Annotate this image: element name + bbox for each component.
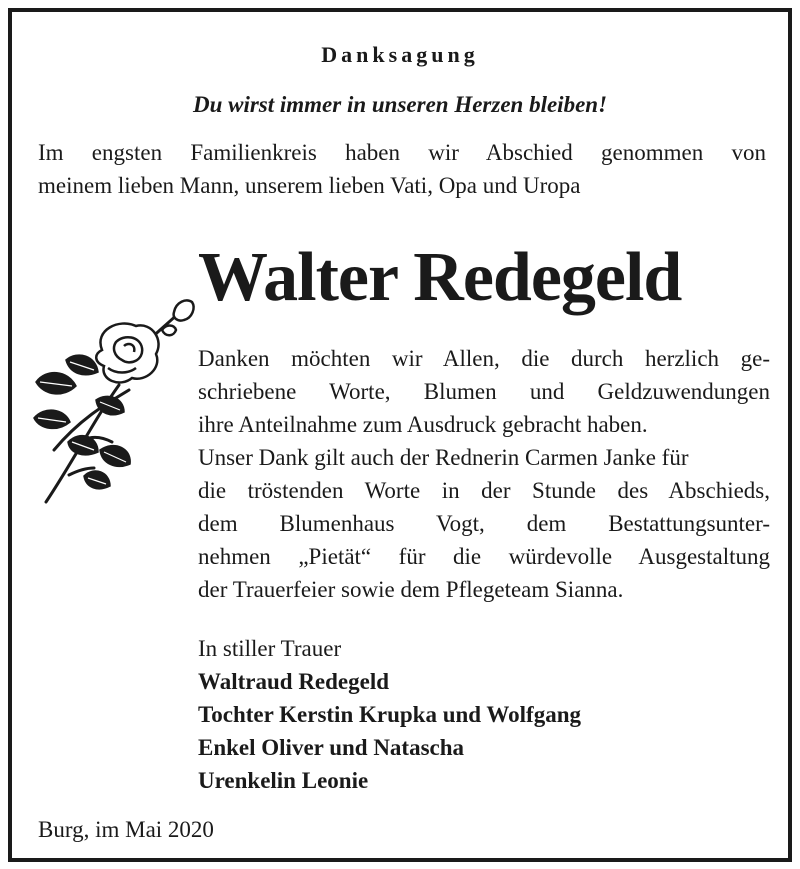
motto: Du wirst immer in unseren Herzen bleiben!: [192, 92, 608, 117]
family-member: Tochter Kerstin Krupka und Wolfgang: [198, 702, 581, 727]
thanks-line: der Trauerfeier sowie dem Pflegeteam Sianna.: [198, 577, 624, 602]
thanks-line: dem Blumenhaus Vogt, dem Bestattungsunter-: [198, 511, 770, 536]
thanks-text: [198, 342, 770, 606]
thanks-line: schriebene Worte, Blumen und Geldzuwendungen: [198, 379, 770, 404]
family-member: Enkel Oliver und Natascha: [198, 735, 465, 760]
place-date: Burg, im Mai 2020: [38, 817, 214, 842]
thanks-line: Danken möchten wir Allen, die durch herzlich ge-: [198, 346, 770, 371]
obituary-notice: [8, 8, 792, 862]
mourners-block: [198, 632, 770, 797]
thanks-line: die tröstenden Worte in der Stunde des Abschieds,: [198, 478, 770, 503]
thanks-line: Unser Dank gilt auch der Rednerin Carmen Janke für: [198, 445, 689, 470]
intro-text: [38, 136, 766, 202]
rose-icon: [24, 290, 204, 505]
intro-line: meinem lieben Mann, unserem lieben Vati, Opa und Uropa: [38, 173, 581, 198]
thanks-line: nehmen „Pietät“ für die würdevolle Ausgestaltung: [198, 544, 770, 569]
deceased-name: Walter Redegeld: [198, 239, 682, 316]
family-member: Waltraud Redegeld: [198, 669, 390, 694]
mourning-lead: In stiller Trauer: [198, 636, 342, 661]
family-member: Urenkelin Leonie: [198, 768, 369, 793]
notice-heading: Danksagung: [321, 42, 479, 67]
thanks-line: ihre Anteilnahme zum Ausdruck gebracht haben.: [198, 412, 648, 437]
intro-line: Im engsten Familienkreis haben wir Abschied genommen von: [38, 140, 766, 165]
